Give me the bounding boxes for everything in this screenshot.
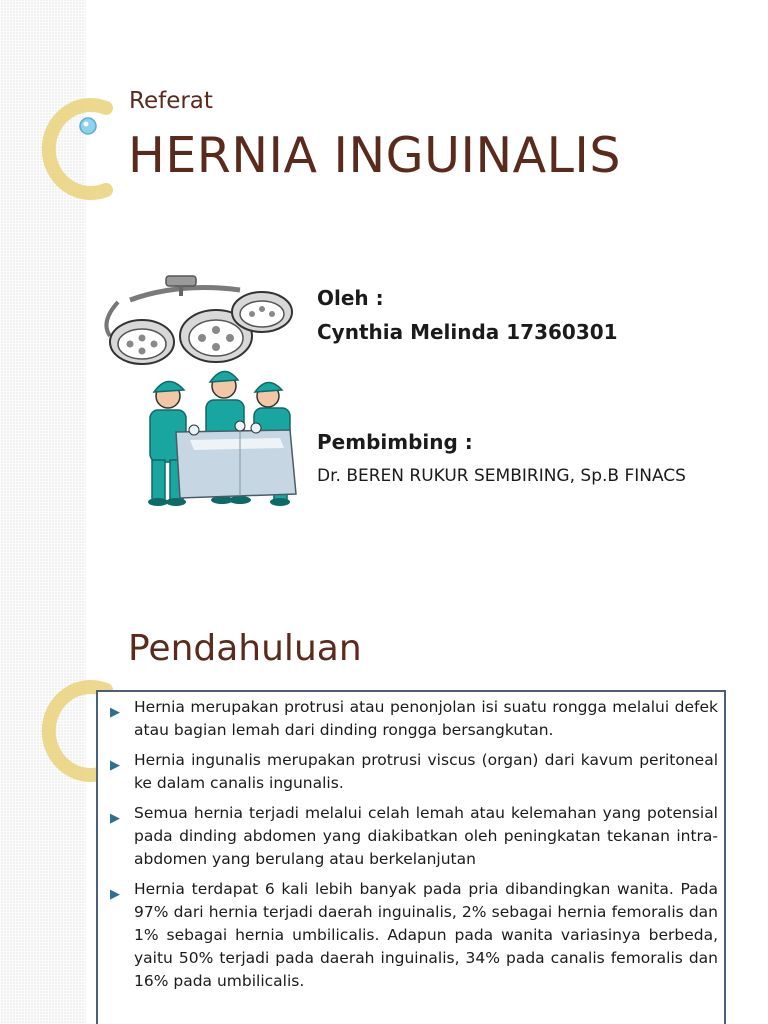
bullet-arrow-icon: ▶ — [110, 811, 120, 826]
intro-slide — [0, 512, 768, 1024]
list-item — [106, 749, 718, 795]
bullet-list — [106, 696, 718, 1000]
advisor-label: Pembimbing : — [317, 430, 473, 454]
bullet-arrow-icon: ▶ — [110, 705, 120, 720]
left-stripe — [0, 0, 86, 512]
list-item — [106, 696, 718, 742]
bullet-text: Semua hernia terjadi melalui celah lemah atau kelemahan yang potensial pada dinding abdomen yang diakibatkan oleh peningkatan tekanan intra-abdomen yang berulang atau berkelanjutan — [134, 804, 718, 868]
advisor-name: Dr. BEREN RUKUR SEMBIRING, Sp.B FINACS — [317, 466, 686, 486]
decorative-ring-icon — [20, 80, 130, 220]
list-item — [106, 802, 718, 871]
section-heading: Pendahuluan — [128, 628, 362, 669]
list-item — [106, 878, 718, 993]
bullet-arrow-icon: ▶ — [110, 887, 120, 902]
bullet-text: Hernia ingunalis merupakan protrusi viscus (organ) dari kavum peritoneal ke dalam canalis ingunalis. — [134, 751, 718, 792]
author-name: Cynthia Melinda 17360301 — [317, 320, 618, 344]
bullet-text: Hernia terdapat 6 kali lebih banyak pada pria dibandingkan wanita. Pada 97% dari hernia terjadi daerah inguinalis, 2% sebagai hernia femoralis dan 1% sebagai hernia umbilicalis. Adapun pada wanita variasinya berbeda, yaitu 50% terjadi pada daerah inguinalis, 34% pada canalis femoralis dan 16% pada umbilicalis. — [134, 880, 718, 990]
subtitle: Referat — [129, 88, 213, 114]
author-label: Oleh : — [317, 286, 384, 310]
bullet-arrow-icon: ▶ — [110, 758, 120, 773]
bullet-text: Hernia merupakan protrusi atau penonjolan isi suatu rongga melalui defek atau bagian lemah dari dinding rongga bersangkutan. — [134, 698, 718, 739]
page-title: HERNIA INGUINALIS — [128, 127, 621, 184]
surgery-team-illustration — [90, 272, 306, 512]
